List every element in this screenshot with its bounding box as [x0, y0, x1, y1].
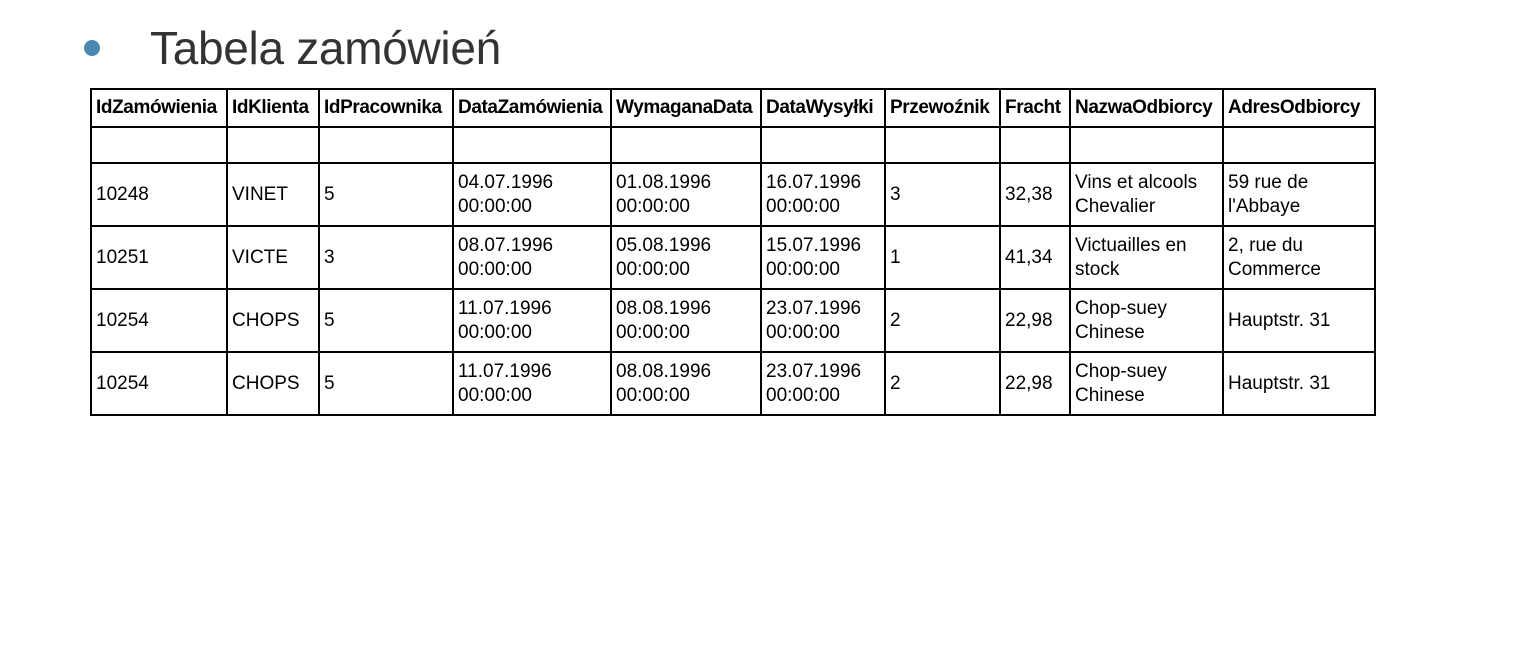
- cell-line: 00:00:00: [458, 258, 532, 280]
- cell-nazwa-odbiorcy: [1070, 289, 1223, 352]
- cell-wymagana-data: [611, 163, 761, 226]
- cell-line: 00:00:00: [616, 384, 690, 406]
- cell-adres-odbiorcy: [1223, 289, 1375, 352]
- cell-przewoznik: 3: [885, 163, 1000, 226]
- cell-id-pracownika: 5: [319, 352, 453, 415]
- table-row: [91, 352, 1375, 415]
- table-header-row: [91, 89, 1375, 127]
- cell-data-zamowienia: [453, 163, 611, 226]
- cell-id-klienta: CHOPS: [227, 352, 319, 415]
- table-cell: [319, 127, 453, 163]
- table-cell: [1000, 127, 1070, 163]
- cell-line: stock: [1075, 258, 1120, 280]
- cell-id-pracownika: 3: [319, 226, 453, 289]
- cell-line: Commerce: [1228, 258, 1321, 280]
- cell-line: l'Abbaye: [1228, 195, 1301, 217]
- cell-line: Hauptstr. 31: [1228, 309, 1331, 331]
- table-row: [91, 289, 1375, 352]
- cell-id-zamowienia: 10251: [91, 226, 227, 289]
- cell-line: 23.07.1996: [766, 360, 862, 382]
- column-header-id-zamowienia: IdZamówienia: [91, 89, 227, 127]
- cell-line: 11.07.1996: [458, 360, 552, 382]
- column-header-id-pracownika: IdPracownika: [319, 89, 453, 127]
- cell-line: Chop-suey: [1075, 360, 1167, 382]
- cell-data-wysylki: [761, 352, 885, 415]
- cell-line: 00:00:00: [766, 321, 840, 343]
- cell-wymagana-data: [611, 226, 761, 289]
- column-header-przewoznik: Przewoźnik: [885, 89, 1000, 127]
- cell-data-zamowienia: [453, 289, 611, 352]
- cell-line: Hauptstr. 31: [1228, 372, 1331, 394]
- cell-line: 16.07.1996: [766, 171, 862, 193]
- cell-przewoznik: 2: [885, 352, 1000, 415]
- cell-line: 01.08.1996: [616, 171, 712, 193]
- cell-line: 08.07.1996: [458, 234, 554, 256]
- cell-adres-odbiorcy: [1223, 226, 1375, 289]
- table-cell: [611, 127, 761, 163]
- cell-line: Chop-suey: [1075, 297, 1167, 319]
- cell-id-zamowienia: 10254: [91, 352, 227, 415]
- cell-line: 00:00:00: [616, 195, 690, 217]
- cell-line: 00:00:00: [766, 258, 840, 280]
- cell-id-klienta: VINET: [227, 163, 319, 226]
- table-cell: [227, 127, 319, 163]
- column-header-nazwa-odbiorcy: NazwaOdbiorcy: [1070, 89, 1223, 127]
- cell-data-zamowienia: [453, 352, 611, 415]
- cell-line: 04.07.1996: [458, 171, 554, 193]
- cell-line: 08.08.1996: [616, 297, 712, 319]
- cell-adres-odbiorcy: [1223, 163, 1375, 226]
- column-header-data-zamowienia: DataZamówienia: [453, 89, 611, 127]
- cell-line: 00:00:00: [458, 195, 532, 217]
- cell-id-pracownika: 5: [319, 163, 453, 226]
- cell-fracht: 32,38: [1000, 163, 1070, 226]
- cell-przewoznik: 2: [885, 289, 1000, 352]
- column-header-fracht: Fracht: [1000, 89, 1070, 127]
- slide-header: [78, 18, 501, 78]
- cell-line: 00:00:00: [616, 321, 690, 343]
- cell-fracht: 22,98: [1000, 289, 1070, 352]
- empty-table-row: [91, 127, 1375, 163]
- cell-line: 08.08.1996: [616, 360, 712, 382]
- cell-data-wysylki: [761, 163, 885, 226]
- orders-table: [90, 88, 1376, 416]
- cell-line: 00:00:00: [458, 384, 532, 406]
- column-header-adres-odbiorcy: AdresOdbiorcy: [1223, 89, 1375, 127]
- cell-line: Chinese: [1075, 384, 1145, 406]
- bullet-dot-icon: [84, 40, 100, 56]
- cell-line: Victuailles en: [1075, 234, 1187, 256]
- cell-line: 00:00:00: [458, 321, 532, 343]
- cell-id-klienta: CHOPS: [227, 289, 319, 352]
- cell-fracht: 22,98: [1000, 352, 1070, 415]
- cell-nazwa-odbiorcy: [1070, 226, 1223, 289]
- cell-line: 00:00:00: [616, 258, 690, 280]
- cell-line: 00:00:00: [766, 195, 840, 217]
- cell-line: Vins et alcools: [1075, 171, 1198, 193]
- cell-id-klienta: VICTE: [227, 226, 319, 289]
- table-row: [91, 226, 1375, 289]
- table-cell: [885, 127, 1000, 163]
- cell-wymagana-data: [611, 352, 761, 415]
- column-header-id-klienta: IdKlienta: [227, 89, 319, 127]
- cell-line: Chevalier: [1075, 195, 1156, 217]
- cell-line: 11.07.1996: [458, 297, 552, 319]
- cell-data-wysylki: [761, 289, 885, 352]
- cell-line: 00:00:00: [766, 384, 840, 406]
- column-header-data-wysylki: DataWysyłki: [761, 89, 885, 127]
- page-title: Tabela zamówień: [150, 22, 501, 74]
- cell-id-zamowienia: 10254: [91, 289, 227, 352]
- cell-adres-odbiorcy: [1223, 352, 1375, 415]
- table-cell: [1223, 127, 1375, 163]
- cell-data-zamowienia: [453, 226, 611, 289]
- table-cell: [453, 127, 611, 163]
- table-row: [91, 163, 1375, 226]
- cell-id-zamowienia: 10248: [91, 163, 227, 226]
- cell-nazwa-odbiorcy: [1070, 163, 1223, 226]
- table-cell: [91, 127, 227, 163]
- cell-przewoznik: 1: [885, 226, 1000, 289]
- cell-nazwa-odbiorcy: [1070, 352, 1223, 415]
- cell-data-wysylki: [761, 226, 885, 289]
- cell-wymagana-data: [611, 289, 761, 352]
- cell-line: 2, rue du: [1228, 234, 1303, 256]
- cell-id-pracownika: 5: [319, 289, 453, 352]
- cell-line: 15.07.1996: [766, 234, 862, 256]
- column-header-wymagana-data: WymaganaData: [611, 89, 761, 127]
- table-cell: [761, 127, 885, 163]
- cell-line: 59 rue de: [1228, 171, 1309, 193]
- table-cell: [1070, 127, 1223, 163]
- cell-line: 23.07.1996: [766, 297, 862, 319]
- cell-line: 05.08.1996: [616, 234, 712, 256]
- cell-fracht: 41,34: [1000, 226, 1070, 289]
- cell-line: Chinese: [1075, 321, 1145, 343]
